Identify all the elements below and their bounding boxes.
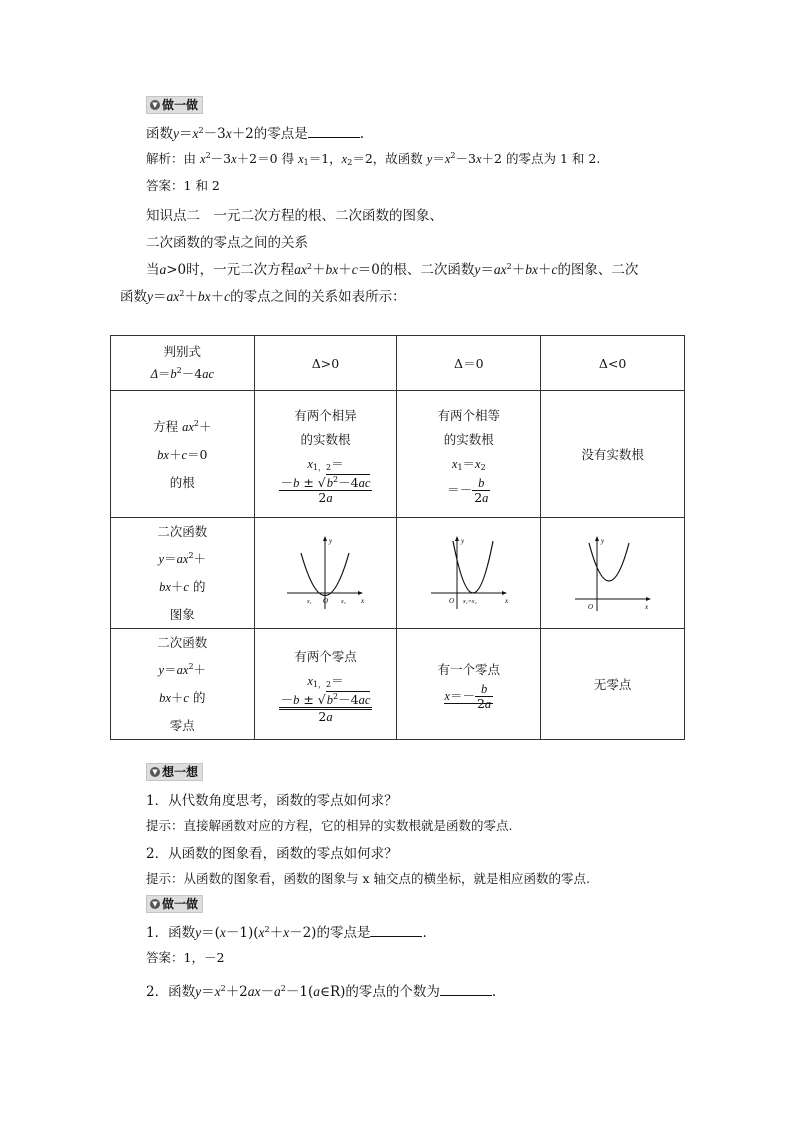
svg-text:x: x <box>361 597 365 605</box>
think-hint-2: 提示：从函数的图象看，函数的图象与 x 轴交点的横坐标，就是相应函数的零点. <box>146 871 590 886</box>
row-label-roots: 方程 $ax^2+$ bx＋c＝0 的根 <box>111 391 255 518</box>
graph-delta-negative <box>541 518 685 629</box>
parabola-two-roots-graph <box>285 533 365 613</box>
parabola-no-root-graph <box>573 533 653 613</box>
table-row <box>111 629 685 740</box>
table-row <box>111 391 685 518</box>
svg-text:O: O <box>587 603 593 611</box>
solution-text: 解析：由 $x^2-3x+2=0$ 得 $x_1=1$，$x_2=2$，故函数 $y=x^2-3x+2$ 的零点为 1 和 2. <box>146 151 601 167</box>
row-label-zeros: 二次函数 $y=ax^2+$ bx＋c 的 零点 <box>111 629 255 740</box>
svg-text:O: O <box>323 597 329 605</box>
roots-delta-zero: 有两个相等 的实数根 $x_1=x_2$ ＝－ $\frac{b}{2a}$ <box>397 391 541 518</box>
table-row <box>111 336 685 391</box>
zeros-delta-negative: 无零点 <box>541 629 685 740</box>
zeros-delta-positive: 有两个零点 $x_{1,2}=$ $\frac{-b \pm √b^2-4ac}{2a}$ <box>254 629 397 740</box>
double-root-formula: $\frac{b}{2a}$ <box>474 475 489 505</box>
section-tag-think: ▼ 想一想 <box>146 763 203 781</box>
think-question-2: 2．从函数的图象看，函数的零点如何求？ <box>146 846 398 862</box>
svg-text:y: y <box>460 537 464 545</box>
table-row <box>111 518 685 629</box>
answer-blank <box>308 125 360 138</box>
intro-line2: 函数$y=ax^2+bx+c$的零点之间的关系如表所示： <box>120 289 406 305</box>
svg-text:y: y <box>329 537 333 545</box>
practice-question-1: 1．函数$y=(x-1)(x^2+x-2)$的零点是 . <box>146 925 427 941</box>
intro-line1: 当a>0时，一元二次方程$ax^2+bx+c=0$的根、二次函数$y=ax^2+bx+c$的图象、二次 <box>146 262 639 278</box>
svg-text:x: x <box>504 597 508 605</box>
knowledge-title-line1: 知识点二 一元二次方程的根、二次函数的图象、 <box>146 208 443 224</box>
parabola-one-root-graph <box>429 533 509 613</box>
zero-formula: $\frac{-b \pm √b^2-4ac}{2a}$ <box>280 691 371 724</box>
single-zero-formula: $\frac{b}{2a}$ <box>476 681 492 711</box>
header-delta-negative: Δ<0 <box>541 336 685 391</box>
relation-table <box>110 335 685 740</box>
practice-answer-1: 答案：1，－2 <box>146 950 225 965</box>
section-tag-do-it: ▼ 做一做 <box>146 96 203 114</box>
header-discriminant: 判别式 $\Delta=b^2-4ac$ <box>111 336 255 391</box>
row-label-graph: 二次函数 $y=ax^2+$ bx＋c 的 图象 <box>111 518 255 629</box>
roots-delta-positive: 有两个相异 的实数根 $x_{1,2}=$ $\frac{-b \pm √b^2-4ac}{2a}$ <box>254 391 397 518</box>
answer-blank <box>440 983 492 996</box>
roots-delta-negative: 没有实数根 <box>541 391 685 518</box>
chevron-down-icon: ▼ <box>150 767 160 777</box>
question-text: 函数$y=x^2-3x+2$的零点是 . <box>146 126 365 142</box>
graph-delta-zero <box>397 518 541 629</box>
header-delta-positive: Δ>0 <box>254 336 397 391</box>
chevron-down-icon: ▼ <box>150 899 160 909</box>
practice-question-2: 2．函数$y=x^2+2ax-a^2-1(a\in R)$的零点的个数为 . <box>146 984 497 1000</box>
svg-text:x₂: x₂ <box>341 599 347 605</box>
svg-text:x₁: x₁ <box>307 599 313 605</box>
answer-blank <box>370 924 422 937</box>
knowledge-title-line2: 二次函数的零点之间的关系 <box>146 235 308 251</box>
think-hint-1: 提示：直接解函数对应的方程，它的相异的实数根就是函数的零点. <box>146 818 513 833</box>
graph-delta-positive <box>254 518 397 629</box>
zeros-delta-zero: 有一个零点 x＝－ $\frac{b}{2a}$ <box>397 629 541 740</box>
header-delta-zero: Δ＝0 <box>397 336 541 391</box>
svg-text:O: O <box>448 597 454 605</box>
svg-text:x: x <box>644 603 648 611</box>
chevron-down-icon: ▼ <box>150 100 160 110</box>
think-question-1: 1．从代数角度思考，函数的零点如何求？ <box>146 793 398 809</box>
root-formula: $\frac{-b \pm √b^2-4ac}{2a}$ <box>280 474 371 505</box>
svg-text:x₁=x₂: x₁=x₂ <box>462 599 477 605</box>
svg-text:y: y <box>600 537 604 545</box>
section-tag-do-it-2: ▼ 做一做 <box>146 895 203 913</box>
answer-text: 答案：1 和 2 <box>146 178 220 193</box>
